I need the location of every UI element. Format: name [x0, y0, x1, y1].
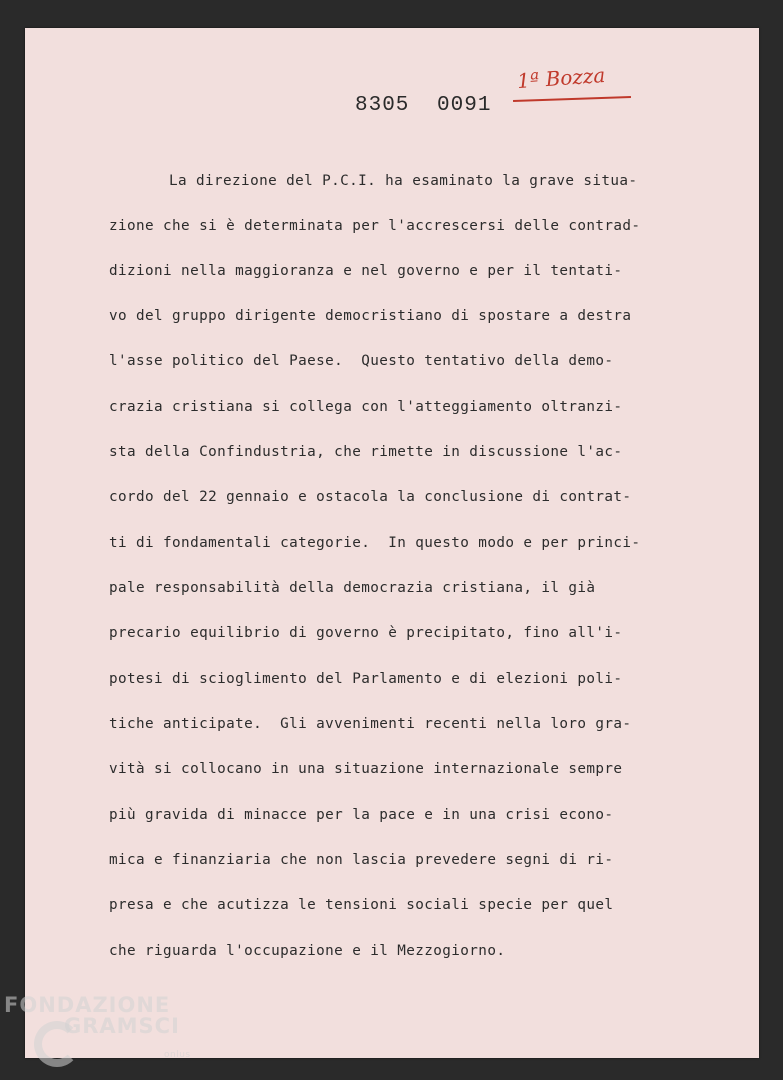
text-line: zione che si è determinata per l'accrescersi delle contrad- [109, 218, 641, 234]
text-line: l'asse politico del Paese. Questo tentativo della demo- [109, 353, 614, 369]
text-line: più gravida di minacce per la pace e in una crisi econo- [109, 807, 614, 823]
fondazione-gramsci-watermark [4, 993, 191, 1060]
text-line: vità si collocano in una situazione internazionale sempre [109, 761, 623, 777]
typed-text-body [25, 28, 759, 1058]
text-line: presa e che acutizza le tensioni sociali specie per quel [109, 897, 614, 913]
watermark-logo-icon [34, 1021, 80, 1067]
text-line: sta della Confindustria, che rimette in discussione l'ac- [109, 444, 623, 460]
text-line: precario equilibrio di governo è precipitato, fino all'i- [109, 625, 623, 641]
text-line: pale responsabilità della democrazia cristiana, il già [109, 580, 596, 596]
text-line: dizioni nella maggioranza e nel governo e per il tentati- [109, 263, 623, 279]
watermark-line-3: onlus [164, 1050, 191, 1060]
text-line: cordo del 22 gennaio e ostacola la conclusione di contrat- [109, 489, 632, 505]
text-line: potesi di scioglimento del Parlamento e di elezioni poli- [109, 671, 623, 687]
text-line: tiche anticipate. Gli avvenimenti recenti nella loro gra- [109, 716, 632, 732]
text-line: mica e finanziaria che non lascia prevedere segni di ri- [109, 852, 614, 868]
text-line: ti di fondamentali categorie. In questo modo e per princi- [109, 535, 641, 551]
text-line: crazia cristiana si collega con l'atteggiamento oltranzi- [109, 399, 623, 415]
document-page [25, 28, 759, 1058]
text-line: La direzione del P.C.I. ha esaminato la grave situa- [169, 173, 638, 189]
watermark-line-1: FONDAZIONE [4, 993, 171, 1017]
text-line: vo del gruppo dirigente democristiano di spostare a destra [109, 308, 632, 324]
handwritten-note: 1ª Bozza [516, 62, 607, 94]
text-line: che riguarda l'occupazione e il Mezzogiorno. [109, 943, 506, 959]
document-number: 8305 0091 [355, 94, 492, 117]
watermark-line-2: GRAMSCI [64, 1014, 180, 1038]
